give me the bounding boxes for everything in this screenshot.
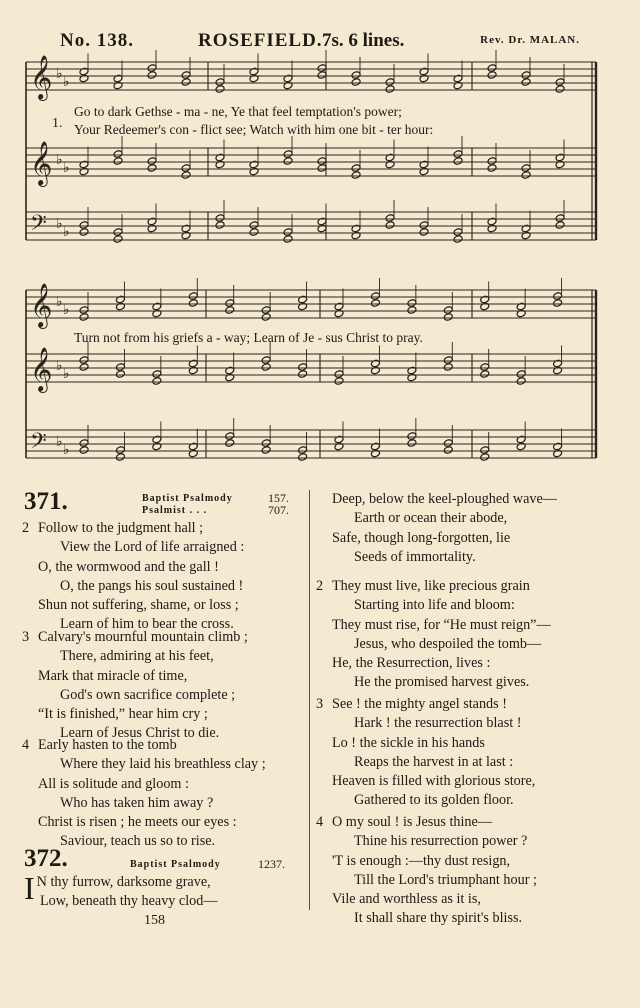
treble-clef-icon: 𝄞 — [30, 55, 53, 99]
note-head — [334, 370, 344, 379]
verse-line: Who has taken him away ? — [60, 794, 214, 811]
verse-line: View the Lord of life arraigned : — [60, 539, 245, 556]
note-head — [261, 313, 271, 322]
treble-clef-icon: 𝄞 — [30, 141, 53, 185]
note-head — [480, 363, 490, 372]
note-head — [407, 432, 417, 441]
note-head — [215, 78, 225, 87]
flat-icon: ♭ — [56, 66, 63, 82]
note-head — [181, 71, 191, 80]
note-head — [453, 81, 463, 90]
note-head — [152, 442, 162, 451]
note-head — [555, 160, 565, 169]
note-head — [181, 78, 191, 87]
note-head — [453, 157, 463, 166]
note-head — [249, 160, 259, 169]
note-head — [298, 295, 308, 304]
hymn-371-verse-3 — [22, 628, 248, 744]
note-head — [225, 373, 235, 382]
verse-line: Saviour, teach us so to rise. — [60, 833, 216, 850]
note-head — [516, 302, 526, 311]
note-head — [480, 302, 490, 311]
verse-line: Jesus, who despoiled the tomb— — [354, 635, 542, 652]
note-head — [385, 153, 395, 162]
hymn-372-verse-3 — [316, 695, 536, 811]
note-head — [283, 235, 293, 244]
verse-number: 2 — [22, 520, 30, 536]
note-head — [553, 359, 563, 368]
note-head — [79, 439, 89, 448]
note-head — [521, 164, 531, 173]
note-head — [113, 81, 123, 90]
verse-line: Gathered to its golden floor. — [354, 792, 514, 809]
note-head — [419, 160, 429, 169]
verse-line: Shun not suffering, shame, or loss ; — [38, 597, 239, 614]
verse-line: Safe, though long-forgotten, lie — [332, 529, 511, 546]
verse-line: O, the wormwood and the gall ! — [38, 558, 219, 575]
note-head — [113, 235, 123, 244]
note-head — [370, 442, 380, 451]
note-head — [419, 74, 429, 83]
note-head — [215, 160, 225, 169]
verse-line: He the promised harvest gives. — [354, 674, 530, 691]
note-head — [225, 299, 235, 308]
note-head — [516, 377, 526, 386]
note-head — [298, 453, 308, 462]
note-head — [283, 74, 293, 83]
verse-line: Lo ! the sickle in his hands — [332, 734, 485, 751]
note-head — [555, 78, 565, 87]
note-head — [188, 366, 198, 375]
note-head — [453, 235, 463, 244]
treble-clef-icon: 𝄞 — [30, 283, 53, 327]
note-head — [188, 442, 198, 451]
hymn-372-number: 372. — [24, 845, 68, 872]
note-head — [553, 449, 563, 458]
note-head — [147, 157, 157, 166]
note-head — [225, 432, 235, 441]
note-head — [351, 78, 361, 87]
note-head — [521, 78, 531, 87]
note-head — [79, 167, 89, 176]
note-head — [487, 157, 497, 166]
tune-composer: Rev. Dr. MALAN. — [480, 34, 580, 46]
verse-line: They must rise, for “He must reign”— — [332, 616, 551, 633]
hymn-371-source-1-num: 157. — [268, 491, 289, 505]
note-head — [516, 435, 526, 444]
note-head — [419, 67, 429, 76]
verse-number: 3 — [316, 696, 324, 712]
note-head — [147, 164, 157, 173]
hymn-371-verse-2 — [22, 519, 245, 635]
note-head — [443, 446, 453, 455]
note-head — [443, 306, 453, 315]
note-head — [443, 363, 453, 372]
note-head — [334, 435, 344, 444]
note-head — [79, 313, 89, 322]
note-head — [261, 363, 271, 372]
note-head — [283, 81, 293, 90]
note-head — [188, 449, 198, 458]
note-head — [334, 302, 344, 311]
note-head — [249, 221, 259, 230]
note-head — [407, 306, 417, 315]
flat-icon: ♭ — [63, 224, 70, 240]
note-head — [370, 449, 380, 458]
note-head — [298, 446, 308, 455]
note-head — [443, 356, 453, 365]
note-head — [553, 442, 563, 451]
note-head — [215, 221, 225, 230]
note-head — [407, 366, 417, 375]
note-head — [298, 302, 308, 311]
note-head — [516, 370, 526, 379]
note-head — [115, 446, 125, 455]
note-head — [181, 171, 191, 180]
note-head — [480, 295, 490, 304]
note-head — [521, 224, 531, 233]
flat-icon: ♭ — [56, 434, 63, 450]
note-head — [225, 366, 235, 375]
note-head — [79, 160, 89, 169]
music-score — [0, 0, 640, 470]
note-head — [225, 439, 235, 448]
note-head — [152, 370, 162, 379]
tune-name: ROSEFIELD. — [198, 30, 323, 51]
verse-line: All is solitude and gloom : — [38, 775, 189, 792]
note-head — [152, 435, 162, 444]
note-head — [188, 299, 198, 308]
note-head — [453, 150, 463, 159]
verse-line: They must live, like precious grain — [332, 578, 530, 594]
verse-number: 3 — [22, 629, 30, 645]
hymn-371-source-2: Psalmist . . . — [142, 505, 208, 516]
note-head — [261, 356, 271, 365]
note-head — [443, 439, 453, 448]
note-head — [521, 71, 531, 80]
drop-cap: I — [24, 870, 35, 906]
page-number: 158 — [144, 913, 165, 928]
bass-clef-icon: 𝄢 — [30, 429, 47, 459]
note-head — [419, 167, 429, 176]
note-head — [115, 295, 125, 304]
note-head — [215, 153, 225, 162]
hymn-372-source-num: 1237. — [258, 857, 285, 871]
note-head — [283, 150, 293, 159]
note-head — [225, 306, 235, 315]
note-head — [79, 67, 89, 76]
note-head — [553, 366, 563, 375]
verse-line: Reaps the harvest in at last : — [354, 753, 514, 770]
note-head — [79, 221, 89, 230]
note-head — [453, 228, 463, 237]
note-head — [351, 71, 361, 80]
note-head — [181, 231, 191, 240]
note-head — [487, 64, 497, 73]
note-head — [79, 74, 89, 83]
note-head — [249, 74, 259, 83]
note-head — [407, 373, 417, 382]
verse-line: O, the pangs his soul sustained ! — [60, 577, 244, 594]
note-head — [298, 370, 308, 379]
note-head — [419, 221, 429, 230]
note-head — [453, 74, 463, 83]
note-head — [113, 228, 123, 237]
verse-number: 4 — [22, 737, 30, 753]
note-head — [147, 224, 157, 233]
note-head — [249, 228, 259, 237]
verse-line: 'T is enough :—thy dust resign, — [332, 852, 511, 869]
note-head — [113, 157, 123, 166]
tune-number: No. 138. — [60, 30, 134, 51]
note-head — [419, 228, 429, 237]
flat-icon: ♭ — [63, 302, 70, 318]
verse-line: God's own sacrifice complete ; — [60, 686, 236, 703]
verse-line: Early hasten to the tomb — [38, 737, 177, 753]
note-head — [555, 214, 565, 223]
hymn-372-verse-2 — [316, 577, 551, 693]
note-head — [283, 228, 293, 237]
note-head — [181, 224, 191, 233]
note-head — [443, 313, 453, 322]
lyric-line-1: Go to dark Gethse - ma - ne, Ye that feel temptation's power; — [74, 104, 402, 119]
note-head — [113, 74, 123, 83]
hymn-371-source-1: Baptist Psalmody — [142, 493, 233, 504]
note-head — [79, 228, 89, 237]
hymn-372-verse-4 — [316, 813, 537, 929]
hymn-371-number: 371. — [24, 488, 68, 515]
note-head — [351, 171, 361, 180]
verse-line: Mark that miracle of time, — [38, 667, 188, 684]
note-head — [215, 85, 225, 94]
note-head — [351, 164, 361, 173]
verse-number: 4 — [316, 814, 324, 830]
note-head — [480, 446, 490, 455]
hymn-371-verse-4 — [22, 736, 266, 852]
note-head — [115, 363, 125, 372]
note-head — [487, 217, 497, 226]
hymn-372-source: Baptist Psalmody — [130, 859, 221, 870]
note-head — [370, 366, 380, 375]
note-head — [385, 85, 395, 94]
verse-line: It shall share thy spirit's bliss. — [354, 910, 523, 927]
note-head — [115, 453, 125, 462]
verse-line: Thine his resurrection power ? — [354, 833, 528, 850]
note-head — [553, 299, 563, 308]
verse-line: Deep, below the keel-ploughed wave— — [332, 491, 557, 507]
note-head — [516, 309, 526, 318]
note-head — [487, 224, 497, 233]
note-head — [261, 439, 271, 448]
note-head — [385, 78, 395, 87]
flat-icon: ♭ — [56, 152, 63, 168]
verse-line: Follow to the judgment hall ; — [38, 520, 204, 536]
flat-icon: ♭ — [63, 366, 70, 382]
note-head — [555, 85, 565, 94]
note-head — [487, 164, 497, 173]
note-head — [351, 231, 361, 240]
note-head — [334, 309, 344, 318]
verse-line: Heaven is filled with glorious store, — [332, 773, 536, 790]
verse-line: O my soul ! is Jesus thine— — [332, 814, 493, 830]
bass-clef-icon: 𝄢 — [30, 211, 47, 241]
note-head — [152, 309, 162, 318]
verse-number: 2 — [316, 578, 324, 594]
flat-icon: ♭ — [63, 442, 70, 458]
note-head — [113, 150, 123, 159]
verse-line: Vile and worthless as it is, — [332, 891, 481, 908]
note-head — [480, 453, 490, 462]
note-head — [283, 157, 293, 166]
note-head — [147, 64, 157, 73]
note-head — [407, 299, 417, 308]
note-head — [79, 356, 89, 365]
flat-icon: ♭ — [56, 358, 63, 374]
note-head — [334, 442, 344, 451]
verse-line: There, admiring at his feet, — [60, 648, 214, 665]
note-head — [152, 377, 162, 386]
note-head — [188, 292, 198, 301]
hymn-372-verse-1-start: I N thy furrow, darksome grave, Low, beneath thy heavy clod— — [24, 870, 218, 910]
flat-icon: ♭ — [56, 294, 63, 310]
verse-line: Calvary's mournful mountain climb ; — [38, 629, 248, 645]
verse-line: Earth or ocean their abode, — [354, 510, 508, 527]
note-head — [370, 359, 380, 368]
treble-clef-icon: 𝄞 — [30, 347, 53, 391]
note-head — [516, 442, 526, 451]
verse-line: Starting into life and bloom: — [354, 597, 515, 614]
note-head — [147, 217, 157, 226]
note-head — [147, 71, 157, 80]
note-head — [521, 231, 531, 240]
note-head — [79, 363, 89, 372]
verse-line: Seeds of immortality. — [354, 548, 476, 565]
verse-number-lyric: 1. — [52, 116, 63, 131]
note-head — [480, 370, 490, 379]
note-head — [261, 446, 271, 455]
verse-line: Learn of Jesus Christ to die. — [60, 725, 220, 742]
verse-line: Where they laid his breathless clay ; — [60, 756, 266, 773]
note-head — [370, 299, 380, 308]
note-head — [385, 214, 395, 223]
note-head — [553, 292, 563, 301]
note-head — [215, 214, 225, 223]
note-head — [249, 167, 259, 176]
note-head — [385, 160, 395, 169]
tune-meter: 7s. 6 lines. — [322, 30, 405, 51]
verse-line: Till the Lord's triumphant hour ; — [354, 871, 537, 888]
flat-icon: ♭ — [63, 74, 70, 90]
lyric-line-3: Turn not from his griefs a - way; Learn of Je - sus Christ to pray. — [74, 330, 423, 345]
lyric-line-2: Your Redeemer's con - flict see; Watch with him one bit - ter hour: — [74, 122, 434, 137]
note-head — [181, 164, 191, 173]
note-head — [298, 363, 308, 372]
verse-line: He, the Resurrection, lives : — [332, 655, 491, 672]
verse-line: Christ is risen ; he meets our eyes : — [38, 814, 237, 831]
note-head — [79, 446, 89, 455]
note-head — [152, 302, 162, 311]
hymn-371-source-2-num: 707. — [268, 503, 289, 517]
note-head — [115, 302, 125, 311]
verse-line: See ! the mighty angel stands ! — [332, 696, 507, 712]
note-head — [79, 306, 89, 315]
column-divider — [309, 490, 310, 910]
verse-line: “It is finished,” hear him cry ; — [38, 706, 208, 723]
note-head — [555, 153, 565, 162]
note-head — [249, 67, 259, 76]
note-head — [351, 224, 361, 233]
note-head — [115, 370, 125, 379]
note-head — [261, 306, 271, 315]
note-head — [521, 171, 531, 180]
note-head — [334, 377, 344, 386]
verse-line: Learn of him to bear the cross. — [60, 616, 234, 633]
flat-icon: ♭ — [56, 216, 63, 232]
note-head — [407, 439, 417, 448]
note-head — [487, 71, 497, 80]
note-head — [188, 359, 198, 368]
note-head — [370, 292, 380, 301]
note-head — [555, 221, 565, 230]
hymn-372-verse-1-continuation — [332, 490, 557, 567]
flat-icon: ♭ — [63, 160, 70, 176]
verse-line: Hark ! the resurrection blast ! — [354, 715, 522, 732]
note-head — [385, 221, 395, 230]
